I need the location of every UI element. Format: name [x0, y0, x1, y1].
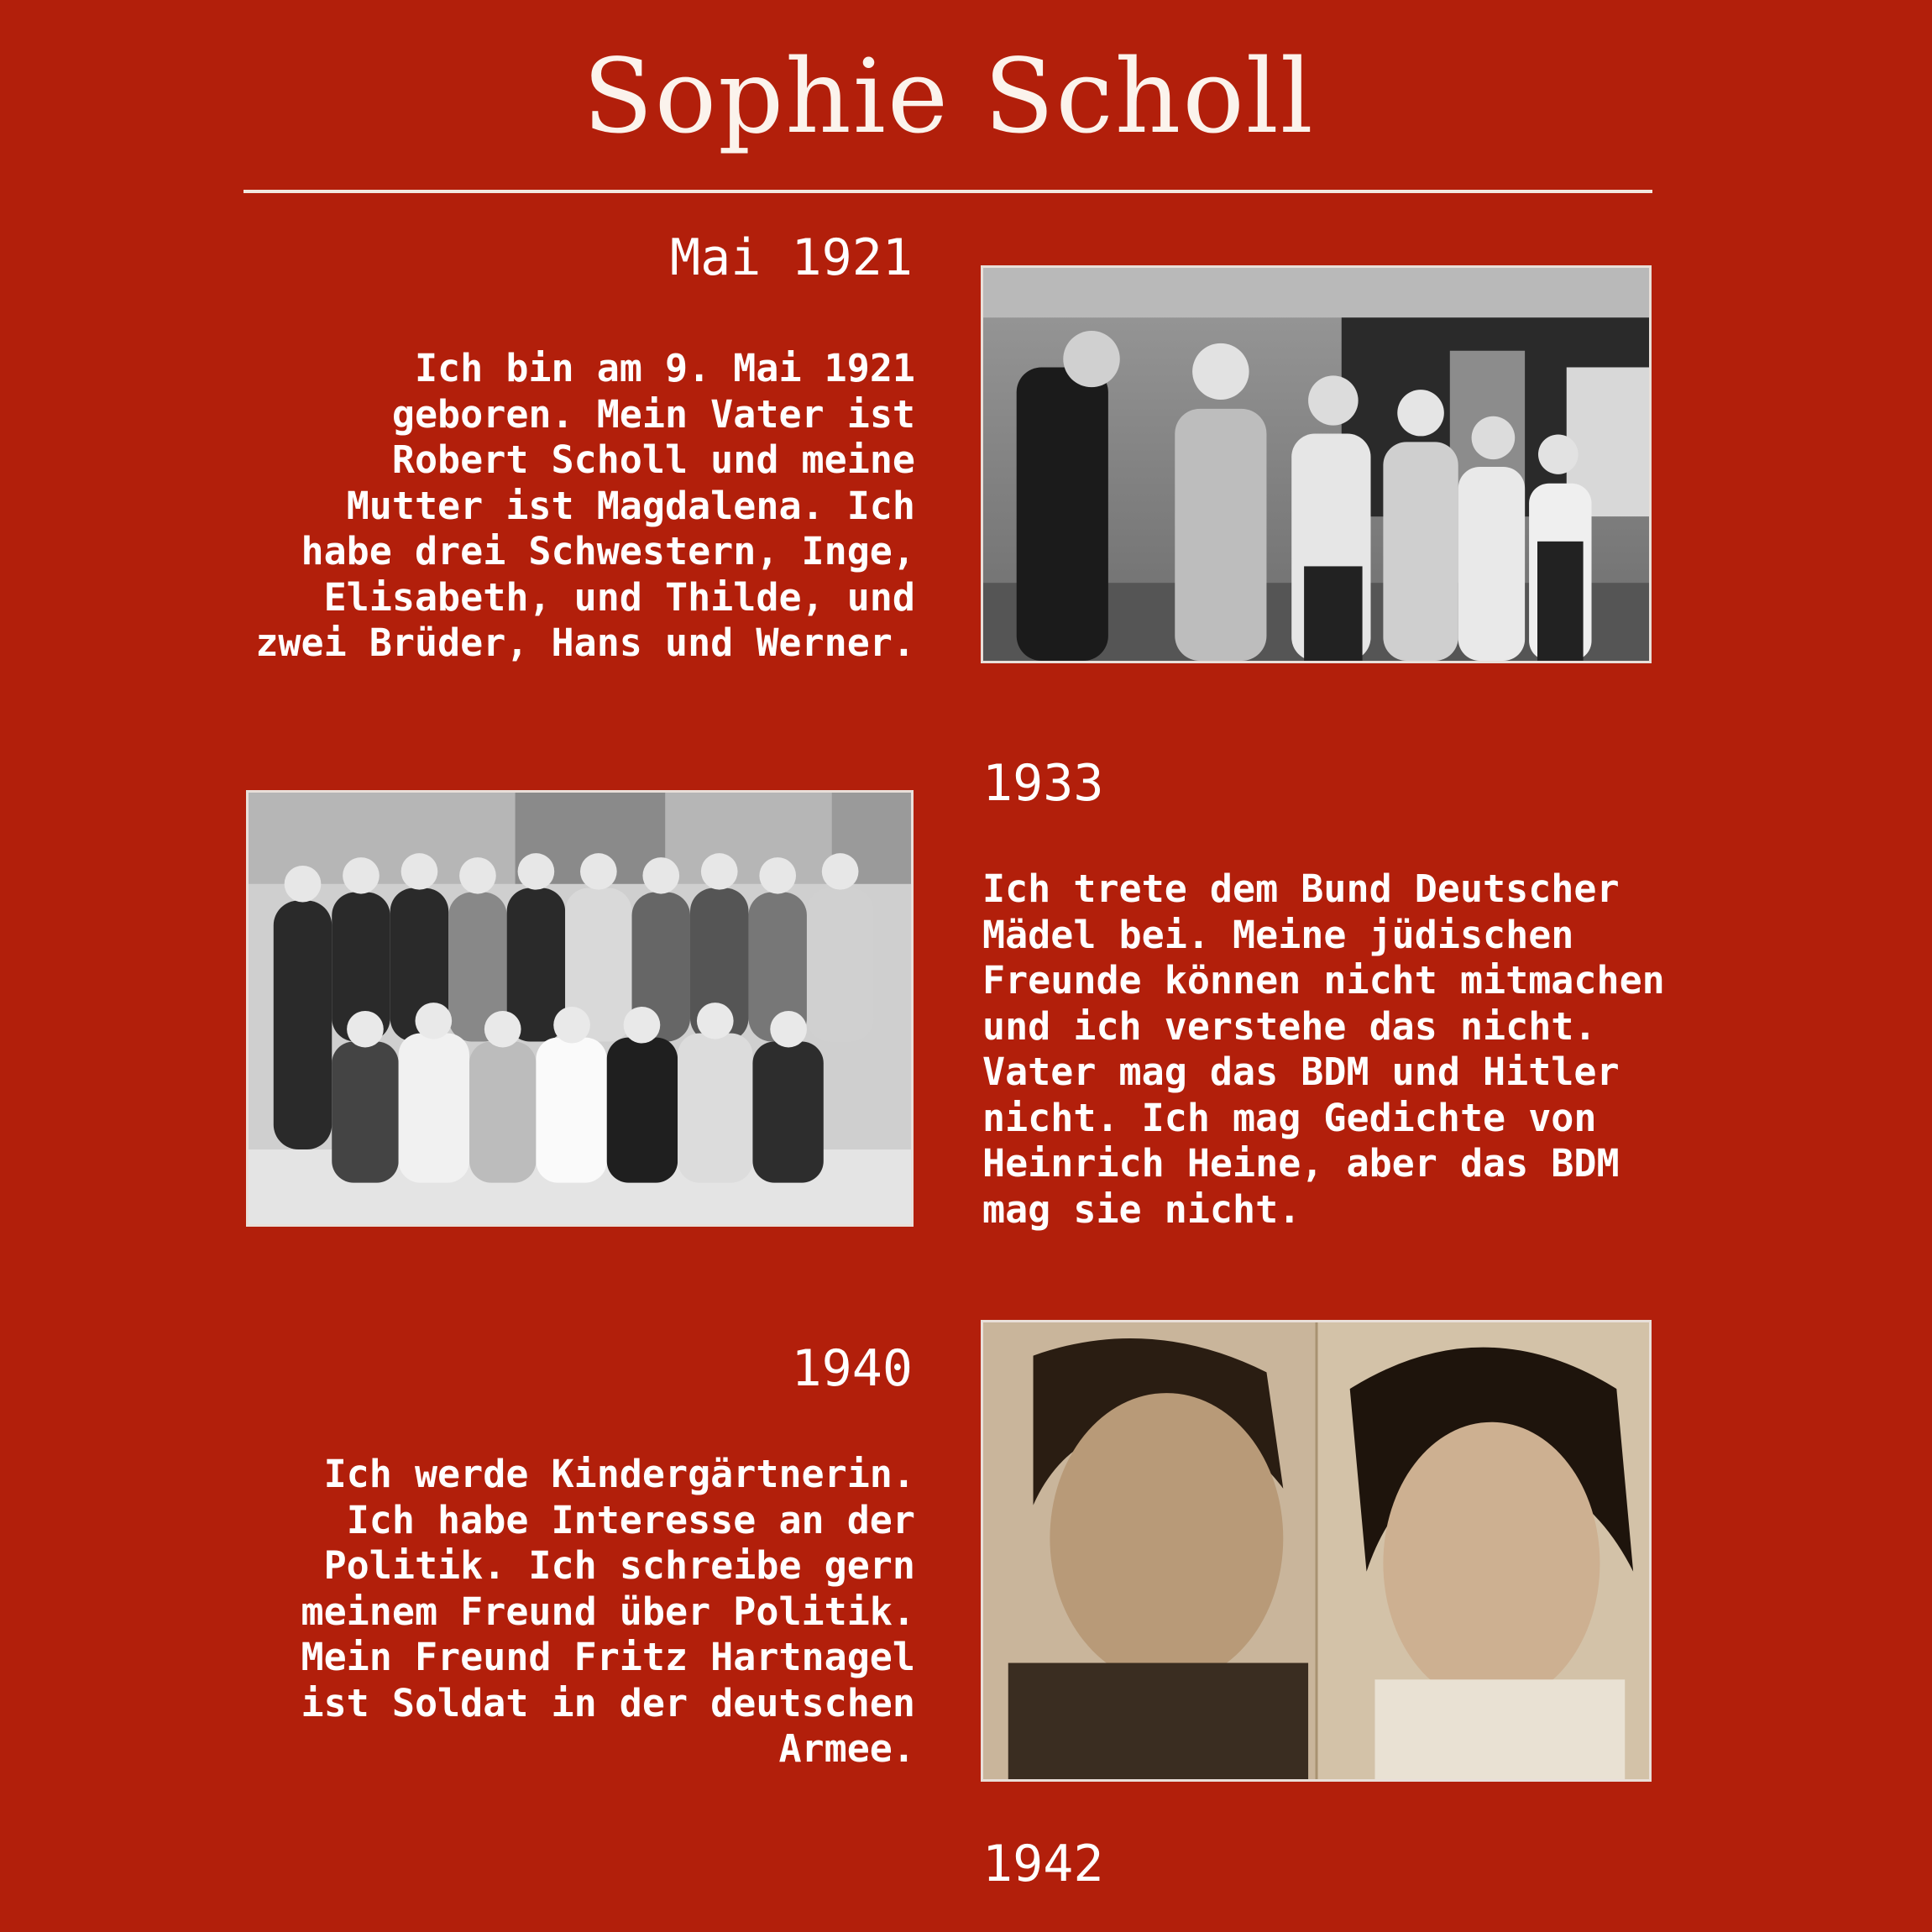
- family-photo: [981, 265, 1652, 663]
- portrait-photo: [981, 1320, 1652, 1782]
- entry-1940-text: Ich werde Kindergärtnerin. Ich habe Interesse an der Politik. Ich schreibe gern meinem Freund über Politik. Mein Freund Fritz Hartnagel ist Soldat in der deutschen Armee.: [301, 1452, 915, 1771]
- entry-1940-year: 1940: [791, 1339, 913, 1398]
- page-title: Sophie Scholl: [583, 37, 1315, 156]
- entry-1921-text: Ich bin am 9. Mai 1921 geboren. Mein Vater ist Robert Scholl und meine Mutter ist Magdalena. Ich habe drei Schwestern, Inge, Elisabeth, und Thilde, und zwei Brüder, Hans und Werner.: [255, 346, 915, 665]
- bdm-group-photo: [246, 790, 914, 1227]
- entry-1942-year: 1942: [982, 1835, 1104, 1893]
- entry-1921-year: Mai 1921: [670, 228, 913, 287]
- entry-1933-text: Ich trete dem Bund Deutscher Mädel bei. Meine jüdischen Freunde können nicht mitmachen und ich verstehe das nicht. Vater mag das BDM und Hitler nicht. Ich mag Gedichte von Heinrich Heine, aber das BDM mag sie nicht.: [982, 867, 1665, 1232]
- title-divider: [243, 190, 1652, 193]
- entry-1933-year: 1933: [982, 754, 1104, 813]
